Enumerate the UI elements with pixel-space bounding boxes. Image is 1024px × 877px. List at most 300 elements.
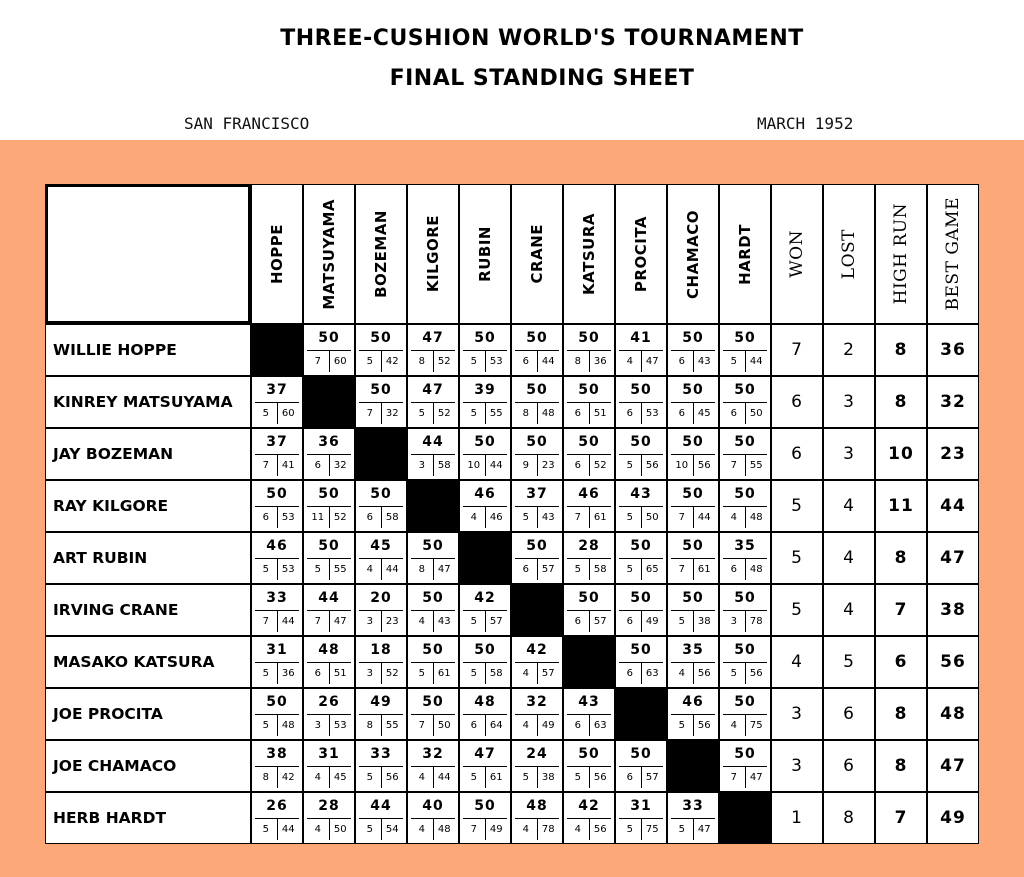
column-header-label: RUBIN (476, 226, 494, 282)
high-run-value: 8 (875, 532, 927, 584)
game-score: 44 (370, 798, 392, 814)
lost-count: 8 (823, 792, 875, 844)
game-result-cell (667, 688, 719, 740)
game-high-run: 8 (418, 564, 425, 575)
game-high-run: 4 (314, 824, 321, 835)
game-result-cell (511, 532, 563, 584)
game-result-cell (511, 636, 563, 688)
game-innings: 56 (693, 715, 716, 736)
game-details (671, 350, 715, 372)
game-score: 50 (318, 330, 340, 346)
game-result-cell (511, 428, 563, 480)
game-score: 50 (526, 382, 548, 398)
game-result-cell (563, 324, 615, 376)
game-details (515, 402, 559, 424)
game-high-run: 6 (626, 668, 633, 679)
self-match-blank (615, 688, 667, 740)
game-innings: 51 (329, 663, 352, 684)
game-innings: 78 (745, 611, 768, 632)
won-count: 3 (771, 688, 823, 740)
game-innings: 38 (693, 611, 716, 632)
best-game-value: 47 (927, 532, 979, 584)
game-result-cell (719, 428, 771, 480)
game-innings: 44 (485, 455, 508, 476)
game-innings: 41 (277, 455, 300, 476)
best-game-value: 47 (927, 740, 979, 792)
game-score: 50 (734, 382, 756, 398)
game-score: 50 (630, 434, 652, 450)
game-result-cell (459, 636, 511, 688)
game-details (723, 558, 767, 580)
game-score: 50 (266, 694, 288, 710)
game-details (567, 766, 611, 788)
won-count: 4 (771, 636, 823, 688)
game-score: 36 (318, 434, 340, 450)
game-result-cell (355, 480, 407, 532)
won-count: 5 (771, 480, 823, 532)
game-result-cell (719, 688, 771, 740)
high-run-value: 7 (875, 792, 927, 844)
game-result-cell (251, 740, 303, 792)
game-details (411, 766, 455, 788)
game-innings: 61 (485, 767, 508, 788)
game-result-cell (459, 324, 511, 376)
player-name: JAY BOZEMAN (45, 428, 251, 480)
game-score: 33 (682, 798, 704, 814)
game-score: 50 (682, 434, 704, 450)
player-name: IRVING CRANE (45, 584, 251, 636)
game-score: 50 (422, 590, 444, 606)
game-innings: 48 (745, 559, 768, 580)
game-result-cell (719, 584, 771, 636)
game-score: 47 (422, 382, 444, 398)
game-high-run: 5 (626, 460, 633, 471)
game-innings: 46 (485, 507, 508, 528)
game-innings: 44 (693, 507, 716, 528)
game-details (255, 662, 299, 684)
game-score: 50 (734, 486, 756, 502)
player-name: JOE PROCITA (45, 688, 251, 740)
won-count: 5 (771, 584, 823, 636)
game-details (411, 402, 455, 424)
game-innings: 48 (537, 403, 560, 424)
game-score: 26 (266, 798, 288, 814)
game-high-run: 3 (366, 616, 373, 627)
game-result-cell (251, 532, 303, 584)
game-high-run: 4 (418, 824, 425, 835)
game-high-run: 5 (626, 512, 633, 523)
game-innings: 58 (433, 455, 456, 476)
game-result-cell (615, 584, 667, 636)
game-innings: 61 (433, 663, 456, 684)
self-match-blank (667, 740, 719, 792)
lost-count: 4 (823, 584, 875, 636)
game-details (307, 662, 351, 684)
game-details (411, 558, 455, 580)
game-innings: 38 (537, 767, 560, 788)
game-high-run: 7 (366, 408, 373, 419)
game-score: 47 (474, 746, 496, 762)
game-score: 50 (578, 434, 600, 450)
game-result-cell (667, 532, 719, 584)
game-result-cell (303, 532, 355, 584)
game-details (411, 454, 455, 476)
game-score: 50 (422, 642, 444, 658)
high-run-value: 10 (875, 428, 927, 480)
game-details (255, 454, 299, 476)
game-high-run: 6 (574, 616, 581, 627)
self-match-blank (303, 376, 355, 428)
game-result-cell (407, 740, 459, 792)
location-label: SAN FRANCISCO (184, 114, 310, 133)
game-score: 50 (734, 694, 756, 710)
game-details (307, 714, 351, 736)
lost-count: 2 (823, 324, 875, 376)
column-header-katsura (563, 184, 615, 324)
game-high-run: 8 (522, 408, 529, 419)
game-high-run: 4 (730, 720, 737, 731)
game-innings: 32 (381, 403, 404, 424)
game-details (463, 662, 507, 684)
game-high-run: 5 (418, 408, 425, 419)
stat-header-label: HIGH RUN (891, 203, 911, 305)
game-high-run: 4 (470, 512, 477, 523)
game-score: 50 (422, 694, 444, 710)
game-score: 37 (526, 486, 548, 502)
player-name: KINREY MATSUYAMA (45, 376, 251, 428)
game-innings: 58 (485, 663, 508, 684)
game-details (671, 610, 715, 632)
game-high-run: 5 (470, 408, 477, 419)
best-game-value: 38 (927, 584, 979, 636)
game-result-cell (355, 376, 407, 428)
game-high-run: 4 (730, 512, 737, 523)
game-high-run: 5 (262, 564, 269, 575)
game-details (463, 818, 507, 840)
game-result-cell (511, 740, 563, 792)
best-game-value: 36 (927, 324, 979, 376)
game-innings: 43 (693, 351, 716, 372)
game-result-cell (563, 428, 615, 480)
game-details (307, 818, 351, 840)
game-innings: 78 (537, 819, 560, 840)
game-result-cell (615, 324, 667, 376)
won-count: 7 (771, 324, 823, 376)
game-result-cell (407, 636, 459, 688)
game-result-cell (407, 428, 459, 480)
game-result-cell (407, 584, 459, 636)
game-details (671, 454, 715, 476)
game-innings: 45 (329, 767, 352, 788)
game-score: 50 (370, 382, 392, 398)
stat-header-label: LOST (839, 228, 859, 280)
game-score: 43 (578, 694, 600, 710)
game-score: 50 (630, 382, 652, 398)
game-details (463, 714, 507, 736)
game-high-run: 8 (418, 356, 425, 367)
game-high-run: 7 (730, 772, 737, 783)
game-innings: 32 (329, 455, 352, 476)
column-header-label: KATSURA (580, 213, 598, 295)
game-high-run: 8 (574, 356, 581, 367)
game-score: 37 (266, 434, 288, 450)
stat-header-won (771, 184, 823, 324)
game-score: 50 (682, 538, 704, 554)
game-result-cell (719, 636, 771, 688)
game-innings: 44 (537, 351, 560, 372)
game-high-run: 8 (262, 772, 269, 783)
game-innings: 49 (641, 611, 664, 632)
game-result-cell (355, 740, 407, 792)
game-details (411, 350, 455, 372)
game-details (359, 402, 403, 424)
game-high-run: 5 (418, 668, 425, 679)
game-high-run: 6 (470, 720, 477, 731)
game-result-cell (615, 792, 667, 844)
game-high-run: 5 (522, 772, 529, 783)
game-score: 40 (422, 798, 444, 814)
game-details (411, 818, 455, 840)
game-details (307, 454, 351, 476)
game-details (671, 714, 715, 736)
player-name: HERB HARDT (45, 792, 251, 844)
game-high-run: 7 (262, 616, 269, 627)
game-details (671, 818, 715, 840)
game-result-cell (719, 532, 771, 584)
player-name: ART RUBIN (45, 532, 251, 584)
game-details (723, 714, 767, 736)
game-high-run: 5 (678, 824, 685, 835)
game-result-cell (251, 428, 303, 480)
game-innings: 61 (693, 559, 716, 580)
game-innings: 52 (433, 403, 456, 424)
game-score: 50 (630, 642, 652, 658)
game-result-cell (355, 636, 407, 688)
game-result-cell (303, 688, 355, 740)
game-result-cell (459, 740, 511, 792)
game-result-cell (719, 740, 771, 792)
column-header-matsuyama (303, 184, 355, 324)
game-innings: 45 (693, 403, 716, 424)
game-result-cell (615, 428, 667, 480)
lost-count: 3 (823, 428, 875, 480)
game-high-run: 6 (730, 408, 737, 419)
game-result-cell (563, 740, 615, 792)
game-score: 50 (734, 746, 756, 762)
game-details (619, 818, 663, 840)
game-innings: 58 (589, 559, 612, 580)
game-details (619, 662, 663, 684)
game-high-run: 5 (262, 824, 269, 835)
lost-count: 3 (823, 376, 875, 428)
game-result-cell (407, 324, 459, 376)
self-match-blank (407, 480, 459, 532)
game-score: 42 (578, 798, 600, 814)
game-score: 50 (370, 486, 392, 502)
game-innings: 47 (693, 819, 716, 840)
game-innings: 65 (641, 559, 664, 580)
game-result-cell (459, 584, 511, 636)
game-details (359, 350, 403, 372)
won-count: 1 (771, 792, 823, 844)
game-details (255, 506, 299, 528)
game-high-run: 6 (366, 512, 373, 523)
game-details (723, 402, 767, 424)
game-high-run: 5 (730, 356, 737, 367)
game-result-cell (615, 532, 667, 584)
game-high-run: 7 (678, 564, 685, 575)
game-score: 50 (370, 330, 392, 346)
game-innings: 53 (329, 715, 352, 736)
self-match-blank (355, 428, 407, 480)
game-result-cell (719, 480, 771, 532)
game-result-cell (615, 376, 667, 428)
game-details (411, 662, 455, 684)
game-score: 50 (526, 330, 548, 346)
game-result-cell (511, 480, 563, 532)
game-result-cell (511, 688, 563, 740)
player-name: RAY KILGORE (45, 480, 251, 532)
game-high-run: 7 (470, 824, 477, 835)
game-high-run: 4 (418, 616, 425, 627)
game-score: 50 (266, 486, 288, 502)
game-score: 50 (474, 798, 496, 814)
won-count: 6 (771, 376, 823, 428)
game-details (723, 662, 767, 684)
column-header-chamaco (667, 184, 719, 324)
game-high-run: 5 (366, 772, 373, 783)
game-high-run: 3 (730, 616, 737, 627)
game-high-run: 6 (314, 460, 321, 471)
game-high-run: 7 (730, 460, 737, 471)
game-result-cell (719, 376, 771, 428)
game-score: 20 (370, 590, 392, 606)
best-game-value: 23 (927, 428, 979, 480)
game-result-cell (459, 688, 511, 740)
game-details (255, 558, 299, 580)
game-innings: 44 (433, 767, 456, 788)
game-high-run: 5 (626, 564, 633, 575)
game-details (359, 506, 403, 528)
game-score: 32 (526, 694, 548, 710)
game-result-cell (303, 792, 355, 844)
game-details (411, 714, 455, 736)
game-result-cell (407, 376, 459, 428)
game-innings: 49 (537, 715, 560, 736)
game-innings: 44 (277, 819, 300, 840)
game-innings: 23 (537, 455, 560, 476)
game-innings: 61 (589, 507, 612, 528)
game-details (671, 506, 715, 528)
game-details (619, 350, 663, 372)
game-details (515, 350, 559, 372)
game-innings: 56 (589, 819, 612, 840)
sheet-title: THREE-CUSHION WORLD'S TOURNAMENT (280, 26, 804, 51)
game-high-run: 5 (574, 772, 581, 783)
game-innings: 55 (329, 559, 352, 580)
game-score: 50 (526, 434, 548, 450)
game-high-run: 7 (574, 512, 581, 523)
game-score: 50 (578, 746, 600, 762)
game-score: 50 (682, 382, 704, 398)
game-details (567, 714, 611, 736)
game-result-cell (303, 480, 355, 532)
game-innings: 47 (641, 351, 664, 372)
lost-count: 6 (823, 740, 875, 792)
game-innings: 50 (641, 507, 664, 528)
game-score: 44 (422, 434, 444, 450)
game-result-cell (667, 480, 719, 532)
game-high-run: 6 (314, 668, 321, 679)
game-high-run: 5 (262, 668, 269, 679)
game-details (255, 714, 299, 736)
game-details (307, 766, 351, 788)
game-innings: 48 (745, 507, 768, 528)
game-score: 31 (266, 642, 288, 658)
game-high-run: 4 (418, 772, 425, 783)
game-innings: 52 (381, 663, 404, 684)
game-high-run: 7 (678, 512, 685, 523)
column-header-label: KILGORE (424, 215, 442, 293)
game-high-run: 11 (311, 512, 325, 523)
game-score: 33 (370, 746, 392, 762)
self-match-blank (459, 532, 511, 584)
high-run-value: 7 (875, 584, 927, 636)
game-result-cell (667, 792, 719, 844)
game-score: 39 (474, 382, 496, 398)
game-innings: 56 (641, 455, 664, 476)
game-result-cell (563, 480, 615, 532)
game-result-cell (355, 584, 407, 636)
game-high-run: 6 (522, 564, 529, 575)
game-high-run: 7 (262, 460, 269, 471)
game-score: 50 (734, 642, 756, 658)
self-match-blank (251, 324, 303, 376)
game-details (567, 818, 611, 840)
self-match-blank (563, 636, 615, 688)
lost-count: 5 (823, 636, 875, 688)
best-game-value: 32 (927, 376, 979, 428)
stat-header-label: BEST GAME (943, 197, 963, 311)
game-score: 26 (318, 694, 340, 710)
game-result-cell (303, 324, 355, 376)
game-high-run: 6 (730, 564, 737, 575)
game-details (671, 558, 715, 580)
game-high-run: 10 (467, 460, 481, 471)
game-score: 50 (682, 590, 704, 606)
game-details (567, 454, 611, 476)
game-innings: 57 (537, 663, 560, 684)
game-score: 50 (474, 434, 496, 450)
game-high-run: 5 (470, 668, 477, 679)
game-result-cell (459, 792, 511, 844)
game-high-run: 7 (314, 356, 321, 367)
game-score: 48 (526, 798, 548, 814)
game-innings: 53 (277, 559, 300, 580)
game-details (359, 610, 403, 632)
game-details (515, 818, 559, 840)
game-high-run: 10 (675, 460, 689, 471)
game-innings: 47 (745, 767, 768, 788)
game-innings: 48 (277, 715, 300, 736)
game-details (463, 766, 507, 788)
stat-header-high-run (875, 184, 927, 324)
game-high-run: 6 (574, 408, 581, 419)
game-result-cell (251, 376, 303, 428)
game-result-cell (251, 584, 303, 636)
game-high-run: 9 (522, 460, 529, 471)
game-high-run: 4 (366, 564, 373, 575)
